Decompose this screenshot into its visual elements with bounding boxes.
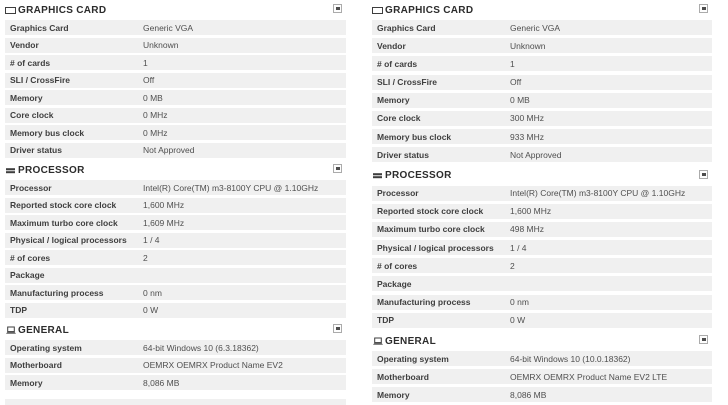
section-header bbox=[372, 0, 712, 20]
section-title: GENERAL bbox=[18, 324, 69, 336]
table-row bbox=[5, 73, 346, 88]
section-title: GRAPHICS CARD bbox=[385, 4, 474, 16]
row-label: Processor bbox=[377, 188, 419, 198]
section-general bbox=[5, 320, 346, 390]
table-row bbox=[5, 250, 346, 265]
row-value: 64-bit Windows 10 (10.0.18362) bbox=[510, 353, 631, 364]
table-row bbox=[372, 258, 712, 273]
row-value: 498 MHz bbox=[510, 224, 545, 235]
row-value: 64-bit Windows 10 (6.3.18362) bbox=[143, 342, 259, 353]
table-row bbox=[5, 20, 346, 35]
table-row bbox=[5, 233, 346, 248]
row-value: 1 / 4 bbox=[143, 235, 160, 245]
row-value: 0 nm bbox=[510, 297, 529, 308]
row-value: 0 MHz bbox=[143, 110, 168, 120]
section-rows bbox=[372, 186, 712, 328]
collapse-section-button[interactable] bbox=[699, 170, 708, 179]
table-row bbox=[372, 56, 712, 71]
row-label: Operating system bbox=[377, 353, 449, 364]
table-row bbox=[372, 204, 712, 219]
table-row bbox=[5, 198, 346, 213]
row-label: Maximum turbo core clock bbox=[10, 217, 118, 228]
row-label: Memory bbox=[377, 95, 410, 106]
table-row bbox=[372, 369, 712, 384]
row-value: 1,609 MHz bbox=[143, 217, 185, 228]
row-value: 8,086 MB bbox=[510, 389, 547, 400]
row-label: Core clock bbox=[10, 110, 54, 120]
row-label: Reported stock core clock bbox=[10, 200, 117, 210]
collapse-section-button[interactable] bbox=[333, 4, 342, 13]
row-label: Vendor bbox=[377, 40, 406, 51]
processor-icon bbox=[372, 171, 385, 180]
row-label: Driver status bbox=[10, 145, 62, 155]
minus-square-icon bbox=[336, 327, 340, 330]
table-row bbox=[372, 240, 712, 255]
section-title: PROCESSOR bbox=[18, 164, 85, 176]
graphics-card-icon bbox=[5, 6, 18, 15]
row-value: Intel(R) Core(TM) m3-8100Y CPU @ 1.10GHz bbox=[143, 182, 319, 193]
section-header bbox=[5, 320, 346, 340]
general-icon bbox=[5, 326, 18, 335]
row-value: 0 nm bbox=[143, 287, 162, 298]
row-label: Graphics Card bbox=[10, 22, 69, 33]
row-value: 300 MHz bbox=[510, 113, 545, 124]
row-label: # of cards bbox=[10, 57, 51, 68]
row-label: Physical / logical processors bbox=[377, 242, 494, 253]
row-value: 0 W bbox=[143, 305, 159, 315]
row-label: Maximum turbo core clock bbox=[377, 224, 485, 235]
row-value: Not Approved bbox=[143, 145, 195, 155]
section-rows bbox=[5, 340, 346, 390]
section-processor bbox=[5, 160, 346, 318]
section-processor bbox=[372, 166, 712, 328]
table-row bbox=[5, 90, 346, 105]
section-header bbox=[372, 331, 712, 351]
section-header bbox=[5, 0, 346, 20]
row-label: Memory bbox=[377, 389, 410, 400]
table-row bbox=[372, 93, 712, 108]
graphics-card-icon bbox=[372, 6, 385, 15]
section-rows bbox=[372, 351, 712, 402]
row-label: SLI / CrossFire bbox=[10, 75, 70, 85]
row-label: Manufacturing process bbox=[377, 297, 471, 308]
table-row bbox=[5, 375, 346, 390]
minus-square-icon bbox=[336, 167, 340, 170]
clipped-table-row bbox=[5, 399, 346, 405]
row-value: Off bbox=[510, 77, 522, 88]
row-value: 0 W bbox=[510, 315, 526, 326]
table-row bbox=[372, 75, 712, 90]
section-graphics-card bbox=[372, 0, 712, 162]
row-label: Memory bus clock bbox=[377, 131, 452, 142]
row-label: Vendor bbox=[10, 40, 39, 50]
row-value: Generic VGA bbox=[143, 22, 194, 33]
row-label: Memory bus clock bbox=[10, 127, 85, 138]
table-row bbox=[5, 215, 346, 230]
table-row bbox=[5, 340, 346, 355]
row-value: OEMRX OEMRX Product Name EV2 LTE bbox=[510, 371, 668, 382]
table-row bbox=[372, 222, 712, 237]
table-row bbox=[372, 20, 712, 35]
row-value: 0 MHz bbox=[143, 127, 168, 138]
minus-square-icon bbox=[702, 173, 706, 176]
table-row bbox=[372, 387, 712, 402]
row-value: OEMRX OEMRX Product Name EV2 bbox=[143, 360, 283, 370]
section-rows bbox=[372, 20, 712, 162]
section-general bbox=[372, 331, 712, 402]
row-label: Physical / logical processors bbox=[10, 235, 127, 245]
section-title: GENERAL bbox=[385, 335, 436, 347]
row-value: Not Approved bbox=[510, 149, 562, 160]
table-row bbox=[372, 295, 712, 310]
table-row bbox=[372, 129, 712, 144]
table-row bbox=[5, 38, 346, 53]
row-label: Driver status bbox=[377, 149, 429, 160]
table-row bbox=[372, 276, 712, 291]
row-label: SLI / CrossFire bbox=[377, 77, 437, 88]
row-value: 2 bbox=[143, 252, 148, 263]
row-value: Unknown bbox=[510, 40, 546, 51]
row-label: Memory bbox=[10, 377, 43, 388]
table-row bbox=[372, 38, 712, 53]
processor-icon bbox=[5, 166, 18, 175]
row-label: Manufacturing process bbox=[10, 287, 104, 298]
collapse-section-button[interactable] bbox=[333, 164, 342, 173]
section-rows bbox=[5, 180, 346, 318]
row-value: Unknown bbox=[143, 40, 179, 50]
table-row bbox=[372, 186, 712, 201]
system-info-panel-left bbox=[5, 0, 346, 405]
row-value: Off bbox=[143, 75, 155, 85]
section-graphics-card bbox=[5, 0, 346, 158]
row-value: 1 bbox=[510, 58, 515, 69]
row-label: Operating system bbox=[10, 342, 82, 353]
table-row bbox=[372, 147, 712, 162]
table-row bbox=[5, 285, 346, 300]
row-label: # of cards bbox=[377, 58, 418, 69]
row-label: Core clock bbox=[377, 113, 421, 124]
table-row bbox=[5, 268, 346, 283]
table-row bbox=[5, 55, 346, 70]
row-label: Motherboard bbox=[10, 360, 62, 370]
collapse-section-button[interactable] bbox=[333, 324, 342, 333]
row-label: # of cores bbox=[377, 260, 418, 271]
table-row bbox=[5, 303, 346, 318]
section-rows bbox=[5, 20, 346, 158]
section-title: GRAPHICS CARD bbox=[18, 4, 107, 16]
row-value: 1 / 4 bbox=[510, 242, 527, 253]
collapse-section-button[interactable] bbox=[699, 4, 708, 13]
minus-square-icon bbox=[702, 7, 706, 10]
table-row bbox=[372, 111, 712, 126]
section-title: PROCESSOR bbox=[385, 170, 452, 181]
minus-square-icon bbox=[702, 338, 706, 341]
row-value: Generic VGA bbox=[510, 22, 561, 33]
row-value: 0 MB bbox=[510, 95, 530, 106]
row-label: TDP bbox=[377, 315, 394, 326]
row-value: 1,600 MHz bbox=[510, 206, 552, 217]
section-header bbox=[372, 166, 712, 186]
system-info-panel-right bbox=[372, 0, 712, 405]
table-row bbox=[5, 143, 346, 158]
minus-square-icon bbox=[336, 7, 340, 10]
collapse-section-button[interactable] bbox=[699, 335, 708, 344]
section-header bbox=[5, 160, 346, 180]
table-row bbox=[372, 313, 712, 328]
row-label: Processor bbox=[10, 182, 52, 193]
row-label: Motherboard bbox=[377, 371, 429, 382]
table-row bbox=[5, 180, 346, 195]
row-value: 2 bbox=[510, 260, 515, 271]
row-value: 1,600 MHz bbox=[143, 200, 185, 210]
row-label: Package bbox=[377, 278, 412, 289]
row-label: # of cores bbox=[10, 252, 51, 263]
row-value: 1 bbox=[143, 57, 148, 68]
row-label: Graphics Card bbox=[377, 22, 436, 33]
row-value: 0 MB bbox=[143, 92, 163, 103]
row-label: Package bbox=[10, 270, 45, 280]
row-label: TDP bbox=[10, 305, 27, 315]
row-label: Reported stock core clock bbox=[377, 206, 484, 217]
row-value: 8,086 MB bbox=[143, 377, 180, 388]
row-label: Memory bbox=[10, 92, 43, 103]
table-row bbox=[5, 358, 346, 373]
row-value: 933 MHz bbox=[510, 131, 545, 142]
table-row bbox=[5, 125, 346, 140]
table-row bbox=[372, 351, 712, 366]
general-icon bbox=[372, 337, 385, 346]
table-row bbox=[5, 108, 346, 123]
row-value: Intel(R) Core(TM) m3-8100Y CPU @ 1.10GHz bbox=[510, 188, 686, 198]
